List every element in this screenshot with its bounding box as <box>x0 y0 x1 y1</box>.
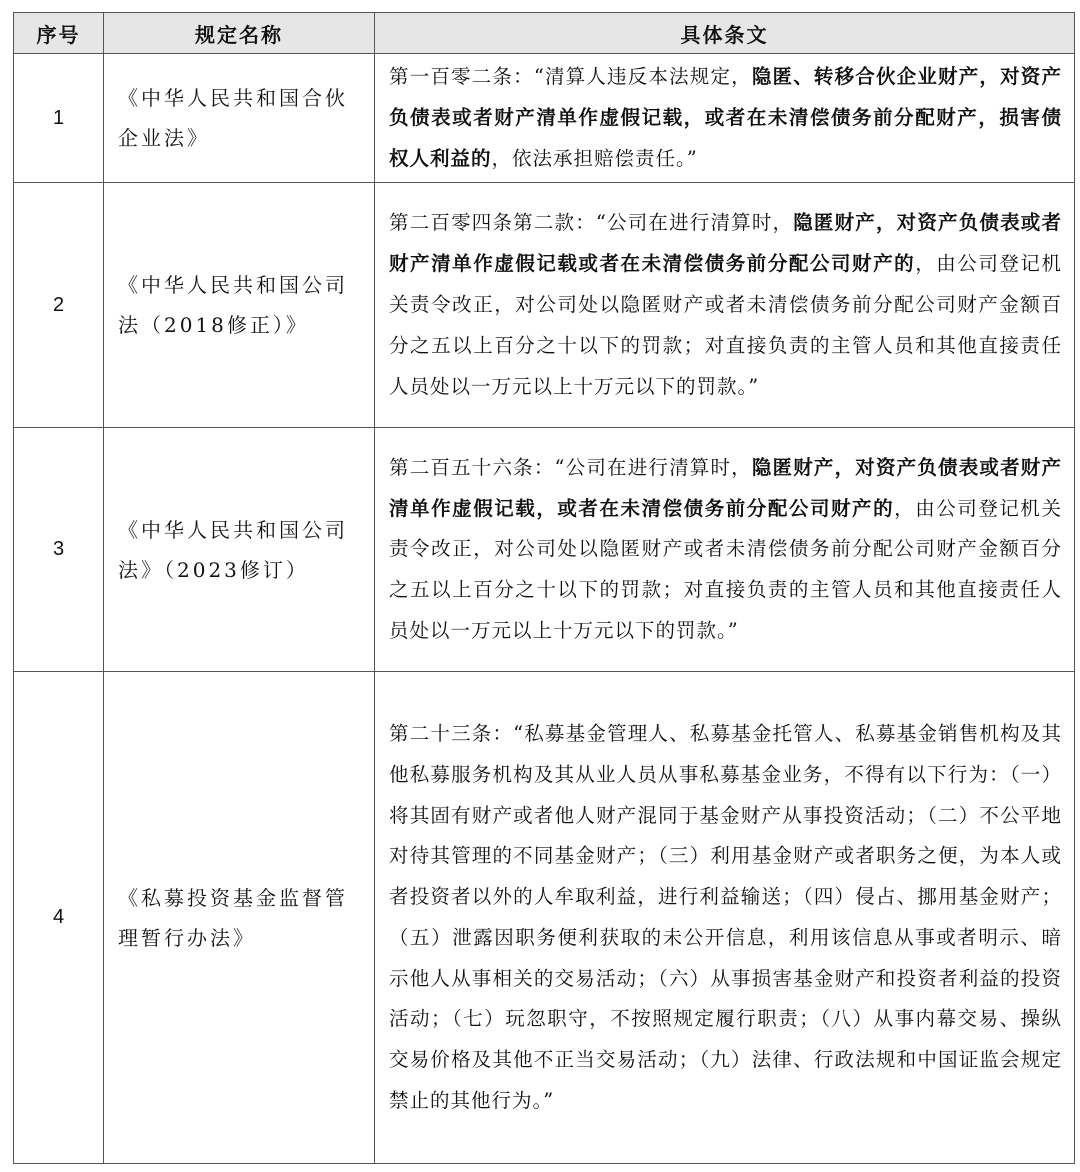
row-number: 1 <box>14 54 104 183</box>
regulation-name: 《中华人民共和国公司法》（2023修订） <box>104 428 375 672</box>
article-plain: 第一百零二条：“清算人违反本法规定， <box>389 65 752 88</box>
article-plain: 第二百五十六条：“公司在进行清算时， <box>389 455 752 479</box>
regulations-table <box>13 12 1075 1164</box>
regulation-name: 《私募投资基金监督管理暂行办法》 <box>104 672 375 1164</box>
header-number: 序号 <box>14 13 104 54</box>
header-row <box>14 13 1075 54</box>
regulation-name: 《中华人民共和国合伙企业法》 <box>104 54 375 183</box>
table-row <box>14 428 1075 672</box>
article-plain: ，依法承担赔偿责任。” <box>491 146 698 170</box>
article-emphasis: 隐匿财产，对资产负债表或者财产清单作虚假记载，或者在未清偿债务前分配公司财产的 <box>389 455 1062 520</box>
article-plain: ，由公司登记机关责令改正，对公司处以隐匿财产或者未清偿债务前分配公司财产金额百分之五以上百分之十以下的罚款；对直接负责的主管人员和其他直接责任人员处以一万元以上十万元以下的罚款。” <box>389 496 1062 643</box>
article-emphasis: 隐匿财产，对资产负债表或者财产清单作虚假记载或者在未清偿债务前分配公司财产的 <box>389 211 1062 276</box>
table-row <box>14 183 1075 428</box>
article-plain: 第二十三条：“私募基金管理人、私募基金托管人、私募基金销售机构及其他私募服务机构及其从业人员从事私募基金业务，不得有以下行为：（一）将其固有财产或者他人财产混同于基金财产从事投资活动；（二）不公平地对待其管理的不同基金财产；（三）利用基金财产或者职务之便，为本人或者投资者以外的人牟取利益，进行利益输送；（四）侵占、挪用基金财产；（五）泄露因职务便利获取的未公开信息，利用该信息从事或者明示、暗示他人从事相关的交易活动；（六）从事损害基金财产和投资者利益的投资活动；（七）玩忽职守，不按照规定履行职责；（八）从事内幕交易、操纵交易价格及其他不正当交易活动；（九）法律、行政法规和中国证监会规定禁止的其他行为。” <box>389 721 1062 1113</box>
article-emphasis: 隐匿、转移合伙企业财产，对资产负债表或者财产清单作虚假记载，或者在未清偿债务前分配财产，损害债权人利益的 <box>389 65 1062 170</box>
table-row <box>14 54 1075 183</box>
row-number: 3 <box>14 428 104 672</box>
header-regulation-name: 规定名称 <box>104 13 375 54</box>
row-number: 2 <box>14 183 104 428</box>
article-text <box>375 428 1075 672</box>
article-plain: 第二百零四条第二款：“公司在进行清算时， <box>389 211 794 235</box>
regulation-name: 《中华人民共和国公司法（2018修正）》 <box>104 183 375 428</box>
table-row <box>14 672 1075 1164</box>
article-text <box>375 183 1075 428</box>
header-article-text: 具体条文 <box>375 13 1075 54</box>
article-plain: ，由公司登记机关责令改正，对公司处以隐匿财产或者未清偿债务前分配公司财产金额百分之五以上百分之十以下的罚款；对直接负责的主管人员和其他直接责任人员处以一万元以上十万元以下的罚款。” <box>389 252 1062 398</box>
article-text <box>375 54 1075 183</box>
article-text <box>375 672 1075 1164</box>
row-number: 4 <box>14 672 104 1164</box>
